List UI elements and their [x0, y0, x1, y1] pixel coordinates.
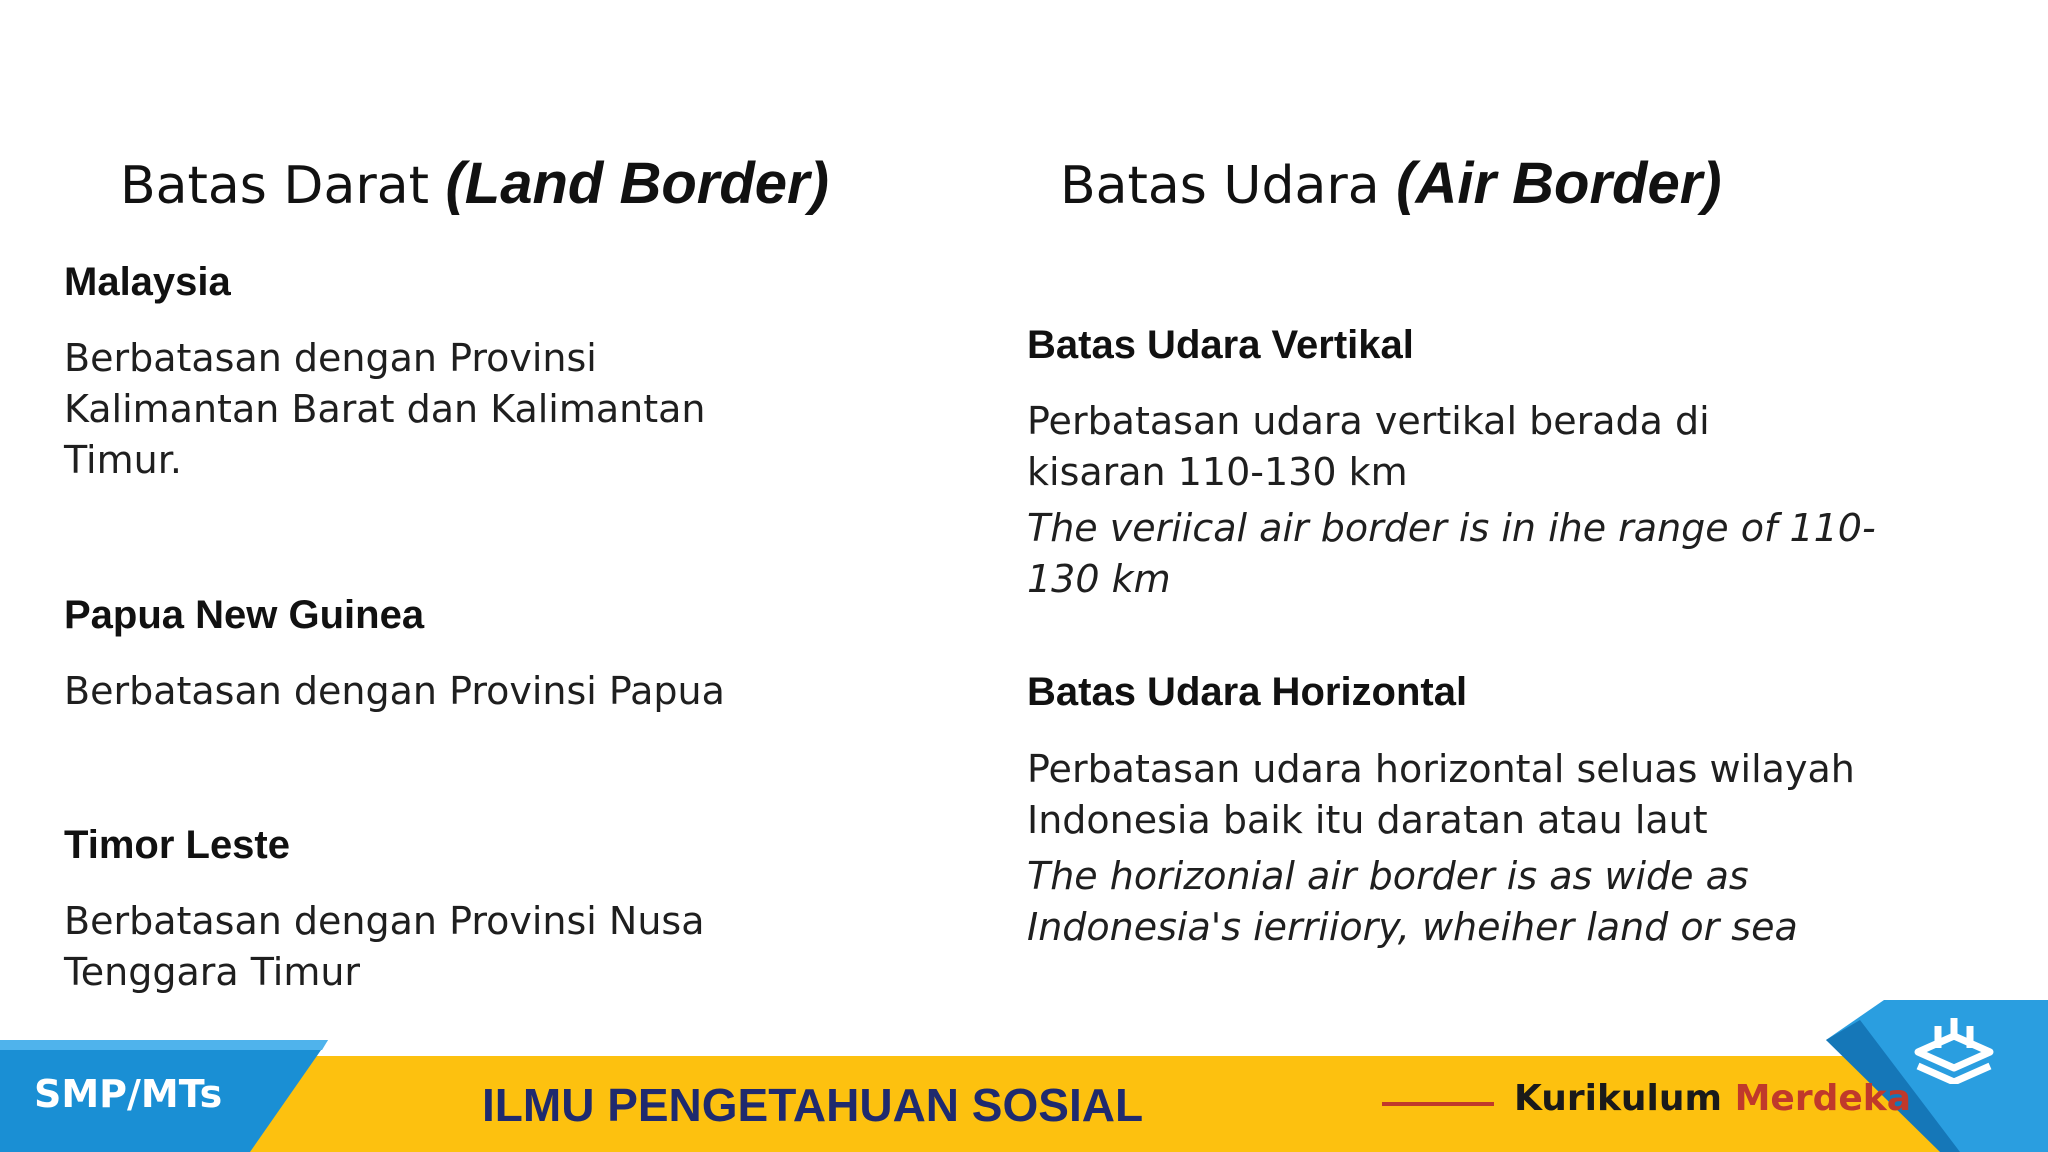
school-level-label: SMP/MTs [34, 1072, 223, 1116]
footer-red-line [1382, 1102, 1494, 1106]
footer-banner [0, 1000, 2048, 1152]
air-border-title-en: (Air Border) [1396, 151, 1722, 216]
kurikulum-logo-icon [1912, 1008, 1996, 1084]
land-border-title [120, 150, 829, 217]
malaysia-text: Berbatasan dengan Provinsi Kalimantan Barat dan Kalimantan Timur. [64, 336, 706, 482]
curriculum-word: Kurikulum [1514, 1078, 1735, 1119]
subject-title: ILMU PENGETAHUAN SOSIAL [482, 1079, 1144, 1131]
vertical-border-text: Perbatasan udara vertikal berada di kisaran 110-130 km [1027, 399, 1710, 494]
timor-leste-heading: Timor Leste [64, 823, 290, 867]
land-border-title-id: Batas Darat [120, 156, 446, 216]
horizontal-border-heading: Batas Udara Horizontal [1027, 670, 1468, 714]
curriculum-label [1514, 1078, 1911, 1119]
png-text: Berbatasan dengan Provinsi Papua [64, 669, 725, 713]
air-border-title [1060, 150, 1722, 217]
merdeka-word: Merdeka [1734, 1078, 1911, 1119]
vertical-border-translation: The veriical air border is in ihe range of 110-130 km [1027, 506, 1876, 601]
land-border-title-en: (Land Border) [445, 151, 829, 216]
horizontal-border-text: Perbatasan udara horizontal seluas wilayah Indonesia baik itu daratan atau laut [1027, 747, 1855, 842]
png-heading: Papua New Guinea [64, 593, 425, 637]
malaysia-heading: Malaysia [64, 260, 231, 304]
horizontal-border-translation: The horizonial air border is as wide as Indonesia's ierriiory, wheiher land or sea [1027, 854, 1798, 949]
timor-leste-text: Berbatasan dengan Provinsi Nusa Tenggara Timur [64, 899, 705, 994]
vertical-border-heading: Batas Udara Vertikal [1027, 323, 1414, 367]
air-border-title-id: Batas Udara [1060, 156, 1397, 216]
